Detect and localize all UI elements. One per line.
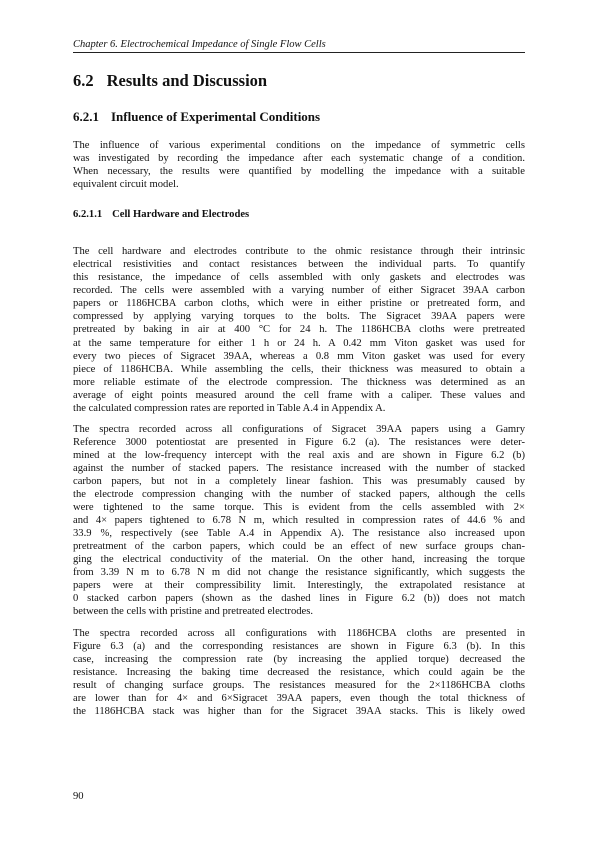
section-heading [73,71,525,91]
text-line: pretreatment of the carbon papers, which could be an effect of new surface groups chan- [73,541,525,553]
text-line: against the number of stacked papers. The resistance increased with the number of stacked [73,462,525,474]
text-line: were tightened to the same torque. This is evident from the cells assembled with 2× [73,502,525,514]
text-line: When necessary, the results were quantified by modelling the impedance with a suitable [73,166,525,178]
text-line: The cell hardware and electrodes contribute to the ohmic resistance through their intrinsic [73,246,525,258]
subsection-title: Influence of Experimental Conditions [111,109,321,124]
text-line: electrical resistivities and contact resistances between the individual parts. To quantify [73,259,525,271]
text-line: The spectra recorded across all configurations with 1186HCBA cloths are presented in [73,627,525,639]
subsubsection-title: Cell Hardware and Electrodes [112,209,250,221]
text-line: was investigated by recording the impedance after each systematic change of a condition. [73,153,525,165]
text-line: this resistance, the impedance of cells assembled with only gaskets and electrodes was [73,272,525,284]
text-line: papers or 1186HCBA carbon cloths, which were in either pristine or pretreated form, and [73,298,525,310]
subsubsection-heading [73,208,525,221]
text-line: the 1186HCBA stack was higher than for the Sigracet 39AA stacks. This is likely owed [73,705,525,717]
text-line: ging the electrical conductivity of the material. On the other hand, increasing the torque [73,554,525,566]
subsubsection-number: 6.2.1.1 [73,209,103,221]
paragraph-hcba [73,627,525,718]
running-header: Chapter 6. Electrochemical Impedance of Single Flow Cells [73,38,525,53]
text-line: carbon papers, but not in a completely linear fashion. This was presumably caused by [73,475,525,487]
text-line: compressed by applying varying torques to the bolts. The Sigracet 39AA papers were [73,311,525,323]
section-title: Results and Discussion [106,71,268,90]
text-line: piece of 1186HCBA. While assembling the cells, their thickness was measured to obtain a [73,363,525,375]
text-line: at the same temperature for either 1 h or 24 h. A 0.42 mm Viton gasket was used for [73,337,525,349]
paragraph-hardware [73,245,525,415]
text-line: average of eight points measured around the cell frame with a caliper. These values and [73,389,525,401]
text-line: resistance. Increasing the baking time decreased the resistance, which could again be the [73,666,525,678]
text-line: from 3.39 N m to 6.78 N m did not change the resistance significantly, which suggests the [73,567,525,579]
text-line: between the cells with pristine and pretreated electrodes. [73,606,314,618]
page-number: 90 [73,791,84,802]
text-line: papers were at their compressibility limit. Interestingly, the extrapolated resistance at [73,580,525,592]
text-line: the electrode compression changing with the number of stacked papers, although the cells [73,489,525,501]
paragraph-sigracet [73,423,525,619]
text-line: result of changing surface groups. The resistances measured for the 2×1186HCBA cloths [73,679,525,691]
text-line: the calculated compression rates are reported in Table A.4 in Appendix A. [73,402,386,414]
text-line: and 4× papers tightened to 6.78 N m, which resulted in compression rates of 44.6 % and [73,515,525,527]
text-line: are lower than for 4× and 6×Sigracet 39AA papers, even though the total thickness of [73,692,525,704]
text-line: recorded. The cells were assembled with a varying number of either Sigracet 39AA carbon [73,285,525,297]
text-line: The spectra recorded across all configurations of Sigracet 39AA papers using a Gamry [73,423,525,435]
text-line: Figure 6.3 (a) and the corresponding resistances are shown in Figure 6.3 (b). In this [73,640,525,652]
page-content [73,38,525,718]
text-line: mined at the low-frequency intercept with the real axis and are shown in Figure 6.2 (b) [73,449,525,461]
text-line: more reliable estimate of the electrode compression. The thickness was determined as an [73,376,525,388]
paragraph-intro [73,139,525,191]
text-line: 33.9 %, respectively (see Table A.4 in Appendix A). The resistance also increased upon [73,528,525,540]
text-line: The influence of various experimental conditions on the impedance of symmetric cells [73,140,525,151]
subsection-heading [73,109,525,125]
text-line: equivalent circuit model. [73,179,179,191]
subsection-number: 6.2.1 [73,109,99,124]
text-line: every two pieces of Sigracet 39AA, whereas a 0.8 mm Viton gasket was used for every [73,350,525,362]
text-line: pretreated by baking in air at 400 °C for 24 h. The 1186HCBA cloths were pretreated [73,324,525,336]
text-line: Reference 3000 potentiostat are presented in Figure 6.2 (a). The resistances were deter- [73,436,525,448]
section-number: 6.2 [73,71,94,90]
text-line: 0 stacked carbon papers (shown as the dashed lines in Figure 6.2 (b)) does not match [73,593,525,605]
text-line: case, increasing the compression rate (by increasing the applied torque) decreased the [73,653,525,665]
